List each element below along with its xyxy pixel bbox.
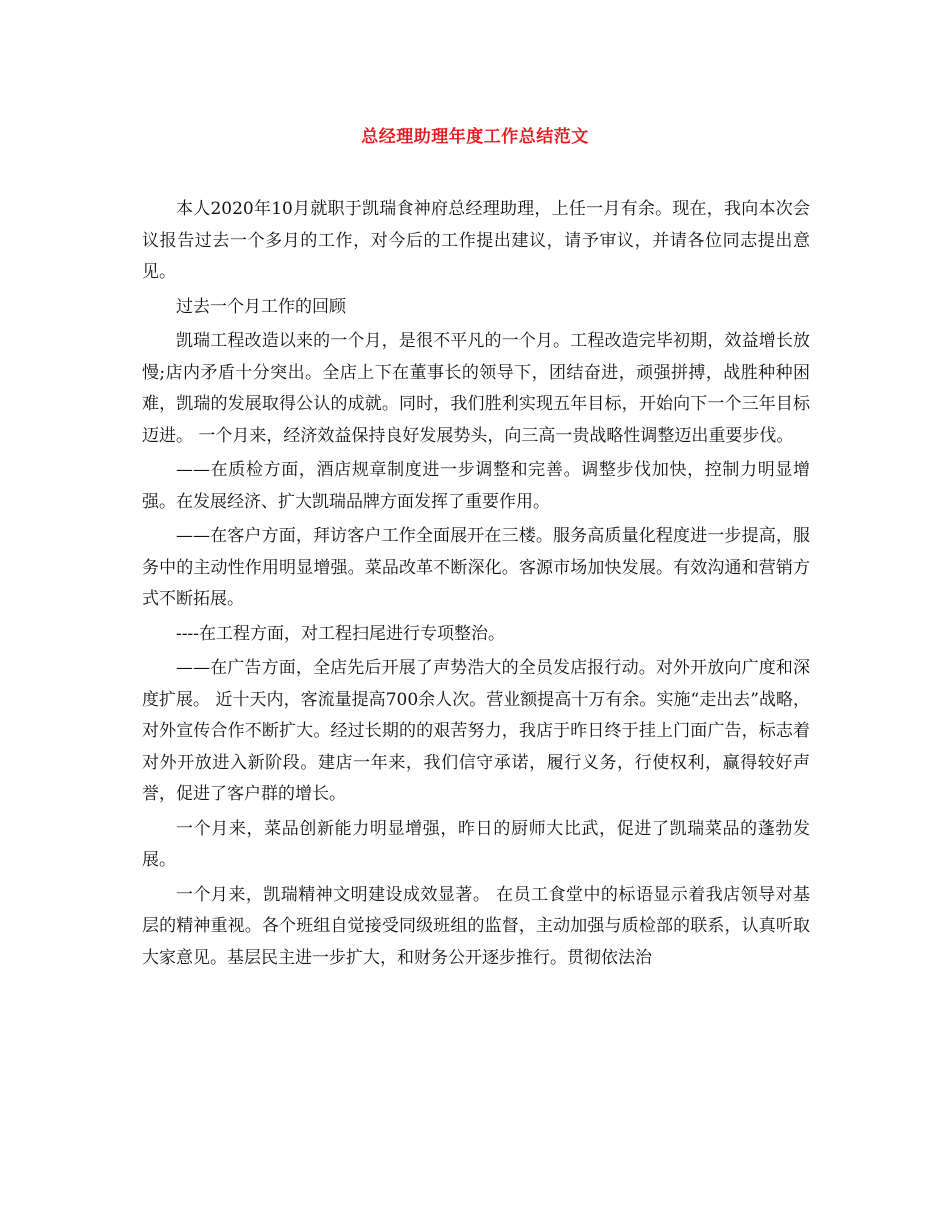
paragraph-dishes: 一个月来，菜品创新能力明显增强，昨日的厨师大比武，促进了凯瑞菜品的蓬勃发展。 [142, 818, 810, 870]
paragraph-quality: ——在质检方面，酒店规章制度进一步调整和完善。调整步伐加快，控制力明显增强。在发展经济、扩大凯瑞品牌方面发挥了重要作用。 [142, 460, 810, 512]
paragraph-culture: 一个月来，凯瑞精神文明建设成效显著。 在员工食堂中的标语显示着我店领导对基层的精神重视。各个班组自觉接受同级班组的监督，主动加强与质检部的联系，认真听取大家意见。基层民主进一步扩大，和财务公开逐步推行。贯彻依法治 [142, 884, 810, 968]
document-body [142, 194, 810, 977]
document-title: 总经理助理年度工作总结范文 [361, 127, 589, 147]
paragraph-engineering: ----在工程方面，对工程扫尾进行专项整治。 [176, 623, 505, 644]
paragraph-overview: 凯瑞工程改造以来的一个月，是很不平凡的一个月。工程改造完毕初期，效益增长放慢;店内矛盾十分突出。全店上下在董事长的领导下，团结奋进，顽强拼搏，战胜种种困难，凯瑞的发展取得公认的成就。同时，我们胜利实现五年目标，开始向下一个三年目标迈进。 一个月来，经济效益保持良好发展势头，向三高一贵战略性调整迈出重要步伐。 [142, 331, 810, 446]
paragraph-customers: ——在客户方面，拜访客户工作全面展开在三楼。服务高质量化程度进一步提高，服务中的主动性作用明显增强。菜品改革不断深化。客源市场加快发展。有效沟通和营销方式不断拓展。 [142, 526, 810, 609]
paragraph-advertising: ——在广告方面，全店先后开展了声势浩大的全员发店报行动。对外开放向广度和深度扩展。 近十天内，客流量提高700余人次。营业额提高十万有余。实施“走出去”战略，对外宣传合作不断扩大。经过长期的的艰苦努力，我店于昨日终于挂上门面广告，标志着对外开放进入新阶段。建店一年来，我们信守承诺，履行义务，行使权利，赢得较好声誉，促进了客户群的增长。 [142, 658, 810, 804]
paragraph-intro: 本人2020年10月就职于凯瑞食神府总经理助理，上任一月有余。现在，我向本次会议报告过去一个多月的工作，对今后的工作提出建议，请予审议，并请各位同志提出意见。 [142, 199, 810, 282]
section-heading-review: 过去一个月工作的回顾 [176, 296, 346, 317]
